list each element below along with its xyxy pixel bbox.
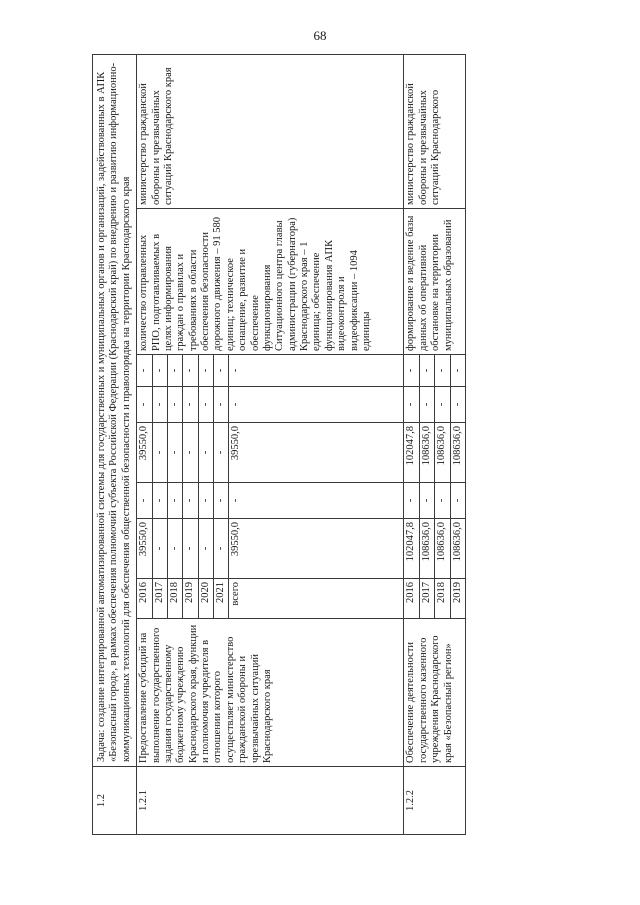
- municipal-cell: -: [167, 387, 182, 423]
- federal-cell: -: [229, 483, 404, 519]
- task-number: 1.2: [93, 767, 137, 835]
- customer-cell: министерство гражданской обороны и чрезвычайных ситуаций Краснодарского: [404, 55, 466, 209]
- municipal-cell: -: [419, 387, 434, 423]
- result-cell: формирование и ведение базы данных об оперативной обстановке на территории муниципальных образований: [404, 209, 466, 355]
- row-number: 1.2.1: [137, 767, 404, 835]
- regional-cell: 102047,8: [404, 423, 419, 483]
- regional-cell: -: [183, 423, 198, 483]
- year-cell: 2017: [419, 579, 434, 619]
- year-cell: 2018: [435, 579, 450, 619]
- year-cell: 2019: [450, 579, 465, 619]
- year-cell: 2019: [183, 579, 198, 619]
- regional-cell: -: [214, 423, 229, 483]
- total-cell: 102047,8: [404, 519, 419, 579]
- total-cell: -: [214, 519, 229, 579]
- regional-cell: 39550,0: [229, 423, 404, 483]
- table-row: [137, 55, 152, 835]
- year-cell: 2020: [198, 579, 213, 619]
- municipal-cell: -: [198, 387, 213, 423]
- total-cell: 108636,0: [435, 519, 450, 579]
- municipal-cell: -: [229, 387, 404, 423]
- federal-cell: -: [450, 483, 465, 519]
- table-row: [404, 55, 419, 835]
- extrabudget-cell: -: [404, 355, 419, 387]
- extrabudget-cell: -: [435, 355, 450, 387]
- municipal-cell: -: [214, 387, 229, 423]
- municipal-cell: -: [450, 387, 465, 423]
- federal-cell: -: [137, 483, 152, 519]
- extrabudget-cell: -: [450, 355, 465, 387]
- total-cell: 39550,0: [229, 519, 404, 579]
- rotated-page: [92, 55, 612, 835]
- municipal-cell: -: [152, 387, 167, 423]
- federal-cell: -: [435, 483, 450, 519]
- regional-cell: -: [198, 423, 213, 483]
- year-cell: 2021: [214, 579, 229, 619]
- total-cell: -: [183, 519, 198, 579]
- year-cell: 2017: [152, 579, 167, 619]
- federal-cell: -: [167, 483, 182, 519]
- customer-cell: министерство гражданской обороны и чрезвычайных ситуаций Краснодарского края: [137, 55, 404, 209]
- total-cell: -: [152, 519, 167, 579]
- regional-cell: 108636,0: [450, 423, 465, 483]
- extrabudget-cell: -: [152, 355, 167, 387]
- row-name: Предоставление субсидий на выполнение государственного задания государственному бюджетному учреждению Краснодарского края, функции и полномочия учредителя в отношении которого осуществляет министерство гражданской обороны и чрезвычайных ситуаций Краснодарского края: [137, 619, 404, 767]
- total-cell: -: [167, 519, 182, 579]
- federal-cell: -: [214, 483, 229, 519]
- task-row: [93, 55, 137, 835]
- regional-cell: 108636,0: [419, 423, 434, 483]
- row-number: 1.2.2: [404, 767, 466, 835]
- extrabudget-cell: -: [198, 355, 213, 387]
- federal-cell: -: [404, 483, 419, 519]
- extrabudget-cell: -: [229, 355, 404, 387]
- regional-cell: -: [152, 423, 167, 483]
- extrabudget-cell: -: [183, 355, 198, 387]
- total-cell: 39550,0: [137, 519, 152, 579]
- year-cell: 2016: [137, 579, 152, 619]
- federal-cell: -: [183, 483, 198, 519]
- regional-cell: 39550,0: [137, 423, 152, 483]
- municipal-cell: -: [435, 387, 450, 423]
- municipal-cell: -: [404, 387, 419, 423]
- program-table: [92, 54, 466, 835]
- page-number: 68: [313, 28, 327, 43]
- regional-cell: 108636,0: [435, 423, 450, 483]
- federal-cell: -: [198, 483, 213, 519]
- extrabudget-cell: -: [419, 355, 434, 387]
- total-cell: 108636,0: [419, 519, 434, 579]
- municipal-cell: -: [137, 387, 152, 423]
- year-cell: 2016: [404, 579, 419, 619]
- row-name: Обеспечение деятельности государственного казенного учреждения Краснодарского края «Безопасный регион»: [404, 619, 466, 767]
- task-text: Задача: создание интегрированной автоматизированной системы для государственных и муниципальных органов и организаций, задействованных в АПК «Безопасный город», в рамках обеспечения полномочий субъекта Российской Федерации (Краснодарский край) по внедрению и развитию информационно-коммуникационных технологий для обеспечения общественной безопасности и правопорядка на территории Краснодарского края: [93, 55, 137, 767]
- result-cell: количество отправленных РПО, подготавливаемых в целях информирования граждан о правилах и требованиях в области обеспечения безопасности дорожного движения – 91 580 единиц; техническое оснащение, развитие и обеспечение функционирования Ситуационного центра главы администрации (губернатора) Краснодарского края – 1 единица; обеспечение функционирования АПК видеоконтроля и видеофиксации – 1094 единицы: [137, 209, 404, 355]
- total-cell: 108636,0: [450, 519, 465, 579]
- rotated-table-area: [92, 55, 612, 835]
- extrabudget-cell: -: [137, 355, 152, 387]
- municipal-cell: -: [183, 387, 198, 423]
- total-cell: -: [198, 519, 213, 579]
- year-cell: 2018: [167, 579, 182, 619]
- federal-cell: -: [419, 483, 434, 519]
- year-cell: всего: [229, 579, 404, 619]
- federal-cell: -: [152, 483, 167, 519]
- extrabudget-cell: -: [167, 355, 182, 387]
- extrabudget-cell: -: [214, 355, 229, 387]
- regional-cell: -: [167, 423, 182, 483]
